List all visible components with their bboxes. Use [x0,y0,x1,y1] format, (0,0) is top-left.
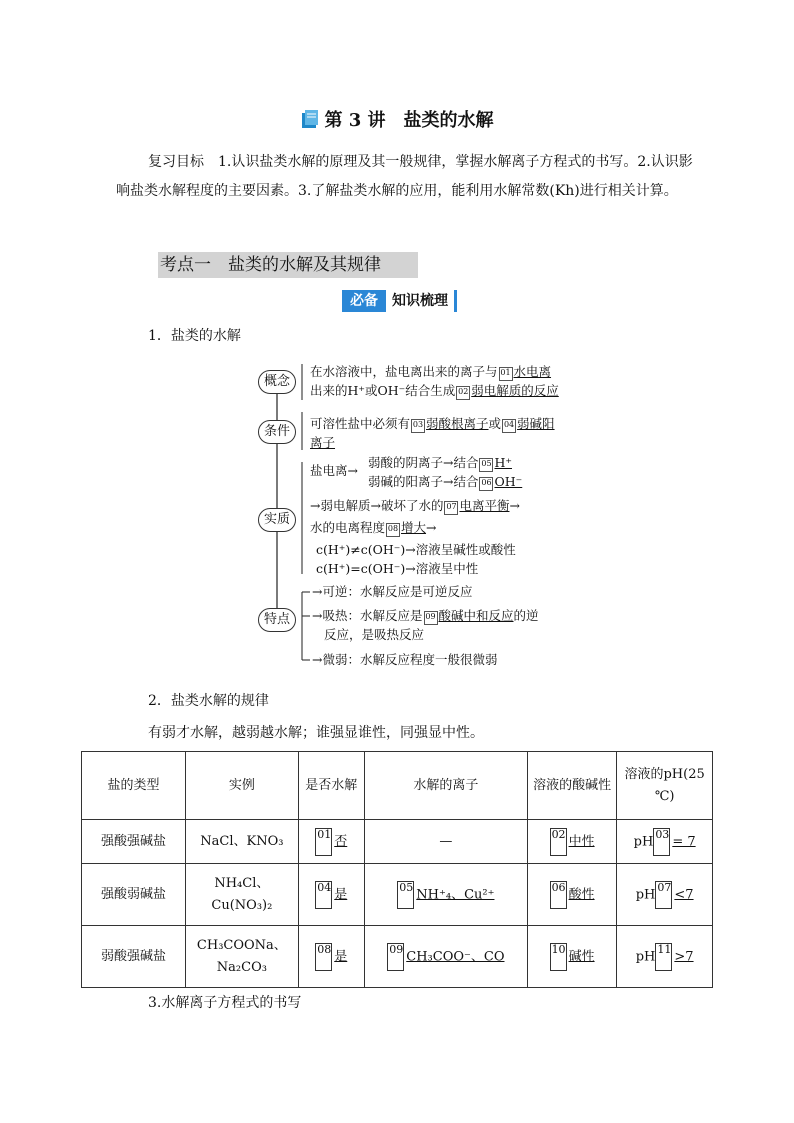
book-icon [300,109,320,129]
label-concept: 概念 [258,370,296,394]
cell-ph: pH 07 <7 [617,864,713,926]
cell-example: NaCl、KNO₃ [186,820,299,864]
concept-line-1: 在水溶液中，盐电离出来的离子与 01 水电离 [310,364,552,379]
cell-acidity: 02 中性 [527,820,616,864]
condition-line-2: 离子 [310,435,336,450]
label-feature: 特点 [258,608,296,632]
rule-text: 有弱才水解，越弱越水解；谁强显谁性，同强显中性。 [148,725,484,741]
cell-type: 强酸弱碱盐 [82,864,186,926]
table-row [82,820,713,864]
essence-case-2: c(H⁺)=c(OH⁻)→溶液呈中性 [316,561,479,576]
sub-heading-3: 3.水解离子方程式的书写 [148,995,302,1011]
label-essence: 实质 [258,508,296,532]
table-header-row [82,752,713,820]
blank-number: 05 [479,458,493,472]
answer-number: 06 [550,881,567,909]
col-header: 是否水解 [298,752,364,820]
cell-example: CH₃COONa、Na₂CO₃ [186,926,299,988]
cell-ph: pH 03 = 7 [617,820,713,864]
essence-line-4: 水的电离程度 08 增大→ [310,520,437,535]
answer-number: 09 [387,943,404,971]
table-row [82,926,713,988]
col-header: 实例 [186,752,299,820]
blank-number: 08 [386,523,400,537]
blank-number: 04 [502,419,516,433]
col-header: 溶液的pH(25 ℃) [617,752,713,820]
hydrolysis-rule-table [81,751,713,988]
cell-example: NH₄Cl、Cu(NO₃)₂ [186,864,299,926]
col-header: 水解的离子 [364,752,527,820]
cell-acidity: 10 碱性 [527,926,616,988]
col-header: 盐的类型 [82,752,186,820]
blank-number: 02 [456,386,470,400]
answer-number: 08 [315,943,332,971]
feature-2-cont: 反应，是吸热反应 [324,627,425,642]
feature-1: →可逆：水解反应是可逆反应 [312,584,473,599]
cell-ion: — [364,820,527,864]
cell-hydrolyze: 01 否 [298,820,364,864]
badge-left: 必备 [342,290,386,312]
sub-heading-1: 1．盐类的水解 [148,328,241,344]
sub-heading-2: 2．盐类水解的规律 [148,693,269,709]
answer-number: 05 [397,881,414,909]
blank-number: 01 [499,367,513,381]
answer-number: 02 [550,828,567,856]
essence-line-3: →弱电解质→破坏了水的 07 电离平衡→ [310,498,520,513]
cell-ph: pH 11 >7 [617,926,713,988]
essence-case-1: c(H⁺)≠c(OH⁻)→溶液呈碱性或酸性 [316,542,516,557]
hydrolysis-diagram [258,362,578,670]
answer-number: 07 [655,881,672,909]
feature-3: →微弱：水解反应程度一般很微弱 [312,652,498,667]
essence-cation: 弱碱的阳离子→结合 06 OH⁻ [368,474,523,489]
title-text: 第 3 讲 盐类的水解 [324,110,494,131]
cell-hydrolyze: 04 是 [298,864,364,926]
concept-line-2: 出来的H⁺或OH⁻结合生成 02 弱电解质的反应 [310,383,559,398]
section-title: 考点一 盐类的水解及其规律 [158,252,418,278]
col-header: 溶液的酸碱性 [527,752,616,820]
label-condition: 条件 [258,420,296,444]
essence-anion: 弱酸的阴离子→结合 05 H⁺ [368,455,512,470]
knowledge-badge [342,290,457,312]
cell-type: 强酸强碱盐 [82,820,186,864]
cell-hydrolyze: 08 是 [298,926,364,988]
essence-salt: 盐电离→ [310,463,358,478]
answer-number: 10 [550,943,567,971]
cell-type: 弱酸强碱盐 [82,926,186,988]
blank-number: 03 [411,419,425,433]
answer-number: 03 [653,828,670,856]
blank-number: 07 [444,501,458,515]
review-goals: 复习目标 1.认识盐类水解的原理及其一般规律，掌握水解离子方程式的书写。2.认识影响盐类水解程度的主要因素。3.了解盐类水解的应用，能利用水解常数(Kh)进行相关计算。 [116,154,693,199]
blank-number: 06 [479,477,493,491]
blank-number: 09 [424,611,438,625]
answer-number: 04 [315,881,332,909]
condition-line-1: 可溶性盐中必须有 03 弱酸根离子或 04 弱碱阳 [310,416,555,431]
feature-2: →吸热：水解反应是 09 酸碱中和反应的逆 [312,608,539,623]
cell-acidity: 06 酸性 [527,864,616,926]
badge-right: 知识梳理 [386,290,457,312]
page-title [0,106,794,132]
cell-ion: 05 NH⁺₄、Cu²⁺ [364,864,527,926]
table-row [82,864,713,926]
cell-ion: 09 CH₃COO⁻、CO [364,926,527,988]
answer-number: 11 [655,943,672,971]
answer-number: 01 [315,828,332,856]
